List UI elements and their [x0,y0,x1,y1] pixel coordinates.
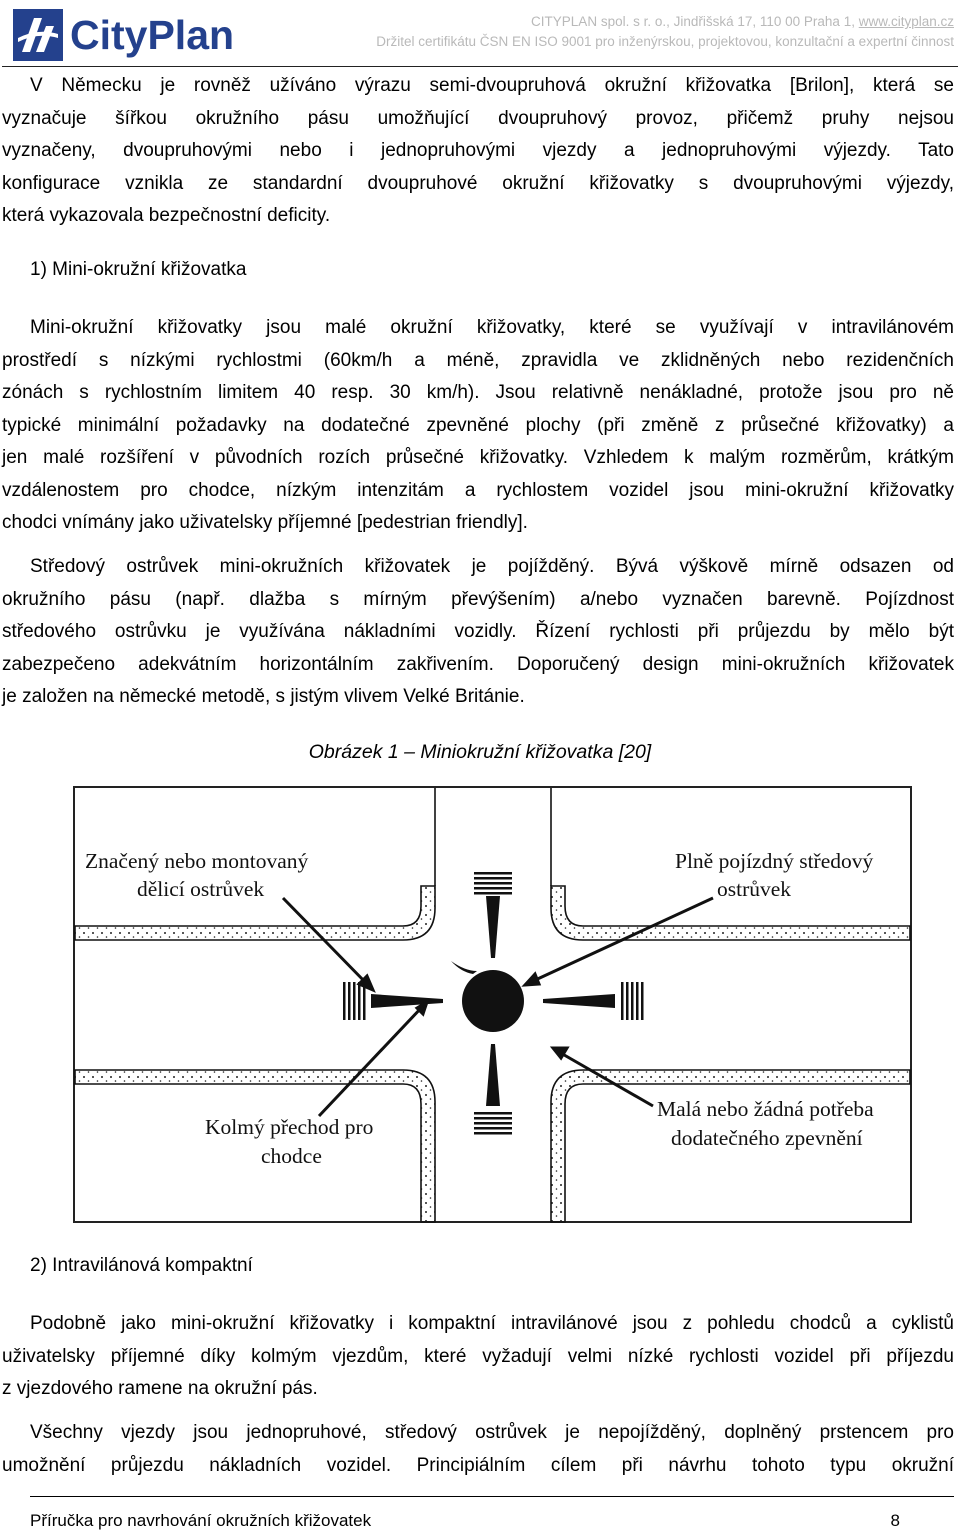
text-line: konfigurace vznikla ze standardní dvoupruhové okružní křižovatky s dvoupruhovými výjezdy, [2,172,954,194]
text-line: prostředí s nízkými rychlostmi (60km/h a méně, zpravidla ve zklidněných nebo rezidenčních [2,349,954,371]
text-line: zabezpečeno adekvátním horizontálním zakřivením. Doporučený design mini-okružních křižovatek [2,653,954,675]
label-central-island-2: ostrůvek [717,877,792,901]
text-line: umožnění průjezdu nákladních vozidel. Principiálním cílem při návrhu tohoto typu okružní [2,1454,954,1476]
mini-roundabout-figure [73,786,912,1223]
intro-paragraph [2,70,954,233]
text-line: vyznačuje šířkou okružního pásu umožňující dvoupruhový provoz, přičemž pruhy nejsou [2,107,954,129]
label-crossing-2: chodce [261,1144,322,1168]
text-line: středového ostrůvku je využívána nákladními vozidly. Řízení rychlosti při průjezdu by mělo být [2,621,954,642]
central-island-paragraph [2,551,954,714]
cityplan-logo-icon [12,8,64,62]
label-crossing-1: Kolmý přechod pro [205,1115,374,1139]
text-line: Středový ostrůvek mini-okružních křižovatek je pojížděný. Bývá výškově mírně odsazen od [30,556,954,577]
company-address-line [531,14,954,29]
compact-roundabout-paragraph [2,1308,954,1406]
text-line: zónách s rychlostním limitem 40 resp. 30 km/h). Jsou relativně nenákladné, protože jsou pro ně [2,382,954,403]
label-central-island-1: Plně pojízdný středový [675,849,874,873]
figure-caption: Obrázek 1 – Miniokružní křižovatka [20] [308,741,652,763]
text-line: Všechny vjezdy jsou jednopruhové, středový ostrůvek je nepojížděný, doplněný prstencem pro [30,1422,954,1443]
text-line: okružního pásu (např. dlažba s mírným převýšením) a/nebo vyznačen barevně. Pojízdnost [2,588,954,610]
text-line: V Německu je rovněž užíváno výrazu semi-dvoupruhová okružní křižovatka [Brilon], která se [30,75,954,96]
mini-roundabout-diagram [73,786,912,1223]
label-paving-2: dodatečného zpevnění [671,1126,863,1150]
label-divider-island-2: dělicí ostrůvek [137,877,265,901]
text-line: typické minimální požadavky na dodatečné zpevněné plochy (při změně z průsečné křižovatky) a [2,414,954,436]
text-line: vzdálenostem pro chodce, nízkým intenzitám a rychlostem vozidel jsou mini-okružní křižovatky [2,479,954,501]
section-heading-compact: 2) Intravilánová kompaktní [30,1255,253,1276]
text-line: Mini-okružní křižovatky jsou malé okružní křižovatky, které se využívají v intravilánovém [30,317,954,338]
cityplan-logo [12,8,234,62]
page-number: 8 [890,1511,900,1530]
text-line: která vykazovala bezpečnostní deficity. [2,205,331,226]
text-line: vyznačeny, dvoupruhovými nebo i jednopruhovými vjezdy a jednopruhovými výjezdy. Tato [2,140,954,161]
text-line: uživatelsky příjemné díky kolmým vjezdům, které vyžadují velmi nízké rychlosti vozidel při příjezdu [2,1345,954,1367]
text-line: Podobně jako mini-okružní křižovatky i kompaktní intravilánové jsou z pohledu chodců a cyklistů [30,1313,954,1334]
section-heading-mini: 1) Mini-okružní křižovatka [30,259,247,280]
footer-title: Příručka pro navrhování okružních křižovatek [30,1511,372,1530]
text-line: je založen na německé metodě, s jistým vlivem Velké Británie. [2,686,525,707]
company-website-link[interactable]: www.cityplan.cz [858,14,954,29]
text-line: jen malé rozšíření v původních rozích průsečné křižovatky. Vzhledem k malým rozměrům, krátkým [2,447,954,468]
label-divider-island-1: Značený nebo montovaný [85,849,309,873]
certificate-line: Držitel certifikátu ČSN EN ISO 9001 pro inženýrskou, projektovou, konzultační a expertní činnost [376,34,954,49]
company-address: CITYPLAN spol. s r. o., Jindřišská 17, 110 00 Praha 1, [531,14,859,29]
header-divider [2,66,958,67]
logo-wordmark: CityPlan [70,12,235,58]
text-line: z vjezdového ramene na okružní pás. [2,1378,318,1399]
footer-divider [30,1496,954,1497]
entries-paragraph [2,1417,954,1482]
label-paving-1: Malá nebo žádná potřeba [657,1097,874,1121]
text-line: chodci vnímány jako uživatelsky příjemné [pedestrian friendly]. [2,512,528,533]
mini-roundabout-paragraph [2,312,954,540]
central-island [462,970,524,1032]
